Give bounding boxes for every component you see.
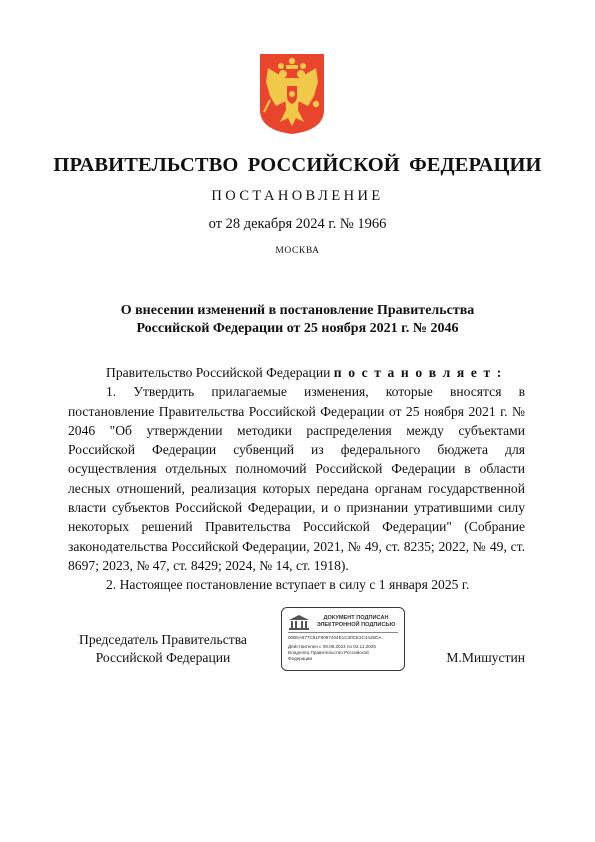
position-line-1: Председатель Правительства: [79, 632, 247, 647]
stamp-certificate: 00B5A677C61F8097404E1C30CE2C4426DA: [288, 635, 382, 640]
stamp-header-line-2: ЭЛЕКТРОННОЙ ПОДПИСЬЮ: [316, 621, 396, 628]
preamble-action: п о с т а н о в л я е т :: [333, 365, 503, 380]
state-emblem-icon: [258, 52, 326, 136]
item-1: 1. Утвердить прилагаемые изменения, которые вносятся в постановление Правительства Российской Федерации от 25 ноября 2021 г. № 2046 "Об утверждении методики распределения между субъектами Российской Федерации субвенций из федерального бюджета для осуществления отдельных полномочий Российской Федерации в области лесных отношений, реализация которых передана органам государственной власти субъектов Российской Федерации, и о признании утратившими силу некоторых решений Правительства Российской Федерации" (Собрание законодательства Российской Федерации, 2021, № 49, ст. 8235; 2022, № 49, ст. 8697; 2023, № 47, ст. 8429; 2024, № 14, ст. 1918).: [68, 384, 525, 573]
city-name: МОСКВА: [275, 246, 320, 256]
preamble: [68, 363, 525, 382]
signatory-position: [68, 631, 258, 667]
preamble-prefix: Правительство Российской Федерации: [106, 365, 334, 380]
stamp-header: [312, 615, 400, 629]
document-subject: [0, 302, 595, 338]
document-type: ПОСТАНОВЛЕНИЕ: [211, 188, 384, 204]
stamp-owner-line-2: Федерации: [288, 656, 313, 661]
subject-line-1: О внесении изменений в постановление Правительства: [120, 303, 475, 318]
stamp-divider: [288, 632, 398, 633]
signatory-name: М.Мишустин: [446, 650, 525, 665]
document-date-number: от 28 декабря 2024 г. № 1966: [208, 216, 387, 232]
electronic-signature-stamp: [281, 607, 405, 671]
government-title: ПРАВИТЕЛЬСТВО РОССИЙСКОЙ ФЕДЕРАЦИИ: [53, 154, 542, 176]
stamp-validity: Действителен с 09.08.2024 по 02.11.2025: [288, 644, 376, 649]
stamp-owner-line-1: Владелец Правительство Российской: [288, 650, 369, 655]
item-2: 2. Настоящее постановление вступает в силу с 1 января 2025 г.: [106, 577, 470, 593]
position-line-2: Российской Федерации: [95, 650, 231, 665]
building-icon: [288, 614, 310, 630]
stamp-header-line-1: ДОКУМЕНТ ПОДПИСАН: [323, 615, 389, 621]
subject-line-2: Российской Федерации от 25 ноября 2021 г. № 2046: [136, 321, 459, 336]
document-body: [68, 363, 525, 595]
